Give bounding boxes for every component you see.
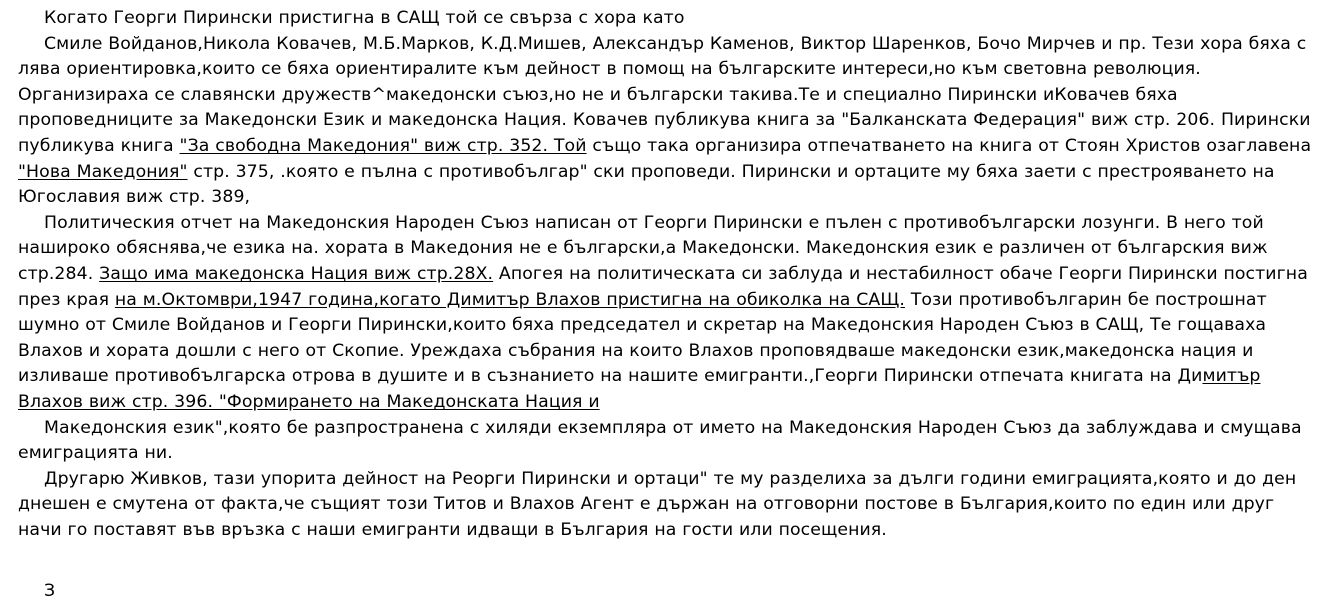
clipped-next-line-text: З: [44, 581, 56, 601]
text-run: Апогея на политическата си заблуда и нестабилност обаче Георги Пирински постигна през края: [18, 263, 1308, 310]
text-run: Когато Георги Пирински пристигна в САЩ той се свърза с хора като: [44, 8, 685, 28]
text-run: стр. 375, .която е пълна с противобългар" ски проповеди. Пирински и ортаците му бяха заети с престрояването на Югославия виж стр. 389,: [18, 161, 1275, 208]
text-run: Този противобългарин бе построшнат шумно от Смиле Войданов и Георги Пирински,които бяха председател и скретар на Македонския Народен Съюз в САЩ, Те гощаваха Влахов и хората дошли с него от Скопие. Уреждаха събрания на които Влахов проповядваше македонски език,македонска нация и изливаше противобългарска отрова в душите и в съзнанието на нашите емигранти.,Георги Пирински отпечата книгата на Ди: [18, 289, 1267, 387]
paragraph-2: [18, 32, 1323, 211]
text-run: също така организира отпечатването на книга от Стоян Христов озаглавена: [586, 135, 1312, 156]
text-run: Смиле Войданов,Никола Ковачев, М.Б.Марков, К.Д.Мишев, Александър Каменов, Виктор Шаренков, Бочо Мирчев и пр. Тези хора бяха с лява ориентировка,които се бяха ориентиралите към дейност в помощ на българските интереси,но към световна революция. Организираха се славянски дружеств^македонски съюз,но не и български такива.Те и специално Пирински иКовачев бяха проповедниците за Македонски Език и македонска Нация. Ковачев публикува книга за "Балканската Федерация" виж стр. 206. Пирински публикува книга: [18, 33, 1311, 156]
paragraph-1: [18, 6, 1323, 32]
paragraph-4: [18, 416, 1323, 467]
clipped-next-line: [18, 581, 1323, 605]
text-run: Другарю Живков, тази упорита дейност на Реорги Пирински и ортаци" те му разделиха за дълги години емиграцията,която и до ден днешен е смутена от факта,че същият този Титов и Влахов Агент е държан на отговорни постове в България,които по един или друг начи го поставят във връзка с наши емигранти идващи в България на гости или посещения.: [18, 468, 1297, 540]
underlined-text-run: Защо има македонска Нация виж стр.28Х.: [99, 263, 494, 284]
paragraph-5: [18, 467, 1323, 544]
underlined-text-run: на м.Октомври,1947 година,когато Димитър Влахов пристигна на обиколка на САЩ.: [114, 289, 905, 310]
text-run: Политическия отчет на Македонския Народен Съюз написан от Георги Пирински е пълен с противобългарски лозунги. В него той нашироко обяснява,че езика на. хората в Македония не е български,а Македонски. Македонския език е различен от българския виж стр.284.: [18, 212, 1268, 284]
underlined-text-run: митър Влахов виж стр. 396. "Формирането на Македонската Нация и: [18, 366, 1261, 412]
text-run: Македонския език",която бе разпространена с хиляди екземпляра от името на Македонския Народен Съюз да заблуждава и смущава емиграцията ни.: [18, 417, 1302, 464]
underlined-text-run: "За свободна Македония" виж стр. 352. Той: [179, 135, 587, 156]
paragraph-3: [18, 211, 1323, 416]
underlined-text-run: "Нова Македония": [18, 161, 188, 182]
